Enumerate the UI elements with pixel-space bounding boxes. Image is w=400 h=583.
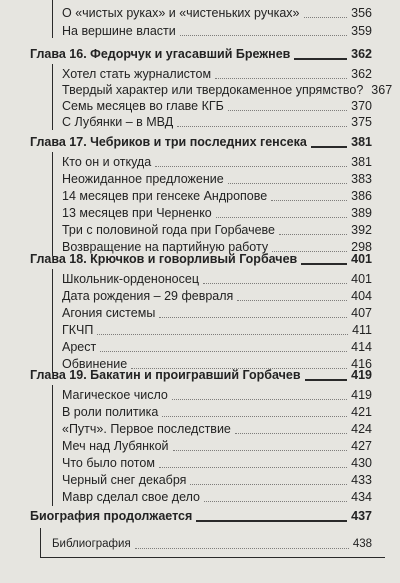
chapter-page: 401 (351, 252, 372, 266)
toc-entry-title: Дата рождения – 29 февраля (62, 289, 234, 303)
toc-entry (62, 67, 372, 82)
toc-entry-title: Черный снег декабря (62, 473, 187, 487)
chapter-page: 419 (351, 368, 372, 382)
toc-entry-title: Агония системы (62, 306, 156, 320)
toc-entry-page: 370 (351, 99, 372, 113)
section-rule (52, 385, 53, 506)
toc-entry (62, 306, 372, 321)
toc-entry (62, 456, 372, 471)
toc-entry (62, 155, 372, 170)
toc-entry-title: Арест (62, 340, 97, 354)
toc-leader (279, 234, 347, 235)
chapter-leader (301, 263, 347, 265)
toc-entry-page: 389 (351, 206, 372, 220)
toc-entry-page: 381 (351, 155, 372, 169)
bibliography-page: 438 (352, 538, 372, 550)
toc-entry-title: «Путч». Первое последствие (62, 422, 231, 436)
toc-entry (62, 172, 372, 187)
chapter-title: Глава 16. Федорчук и угасавший Брежнев (30, 47, 291, 61)
toc-entry-title: Семь месяцев во главе КГБ (62, 99, 224, 113)
bibliography-title: Библиография (52, 538, 131, 550)
toc-entry (62, 473, 372, 488)
toc-entry-title: О «чистых руках» и «чистеньких ручках» (62, 6, 300, 20)
chapter-leader (294, 58, 347, 60)
toc-leader (97, 334, 348, 335)
chapter-title: Глава 19. Бакатин и проигравший Горбачев (30, 368, 301, 382)
toc-entry-page: 430 (351, 456, 372, 470)
toc-entry-page: 414 (351, 340, 372, 354)
toc-leader (135, 548, 349, 549)
toc-entry (62, 323, 372, 338)
toc-entry-title: Меч над Лубянкой (62, 439, 169, 453)
toc-leader (228, 110, 347, 111)
toc-entry (62, 6, 372, 21)
toc-entry (62, 272, 372, 287)
toc-leader (228, 183, 347, 184)
toc-entry-page: 298 (351, 240, 372, 254)
toc-leader (159, 317, 347, 318)
toc-entry-page: 424 (351, 422, 372, 436)
toc-entry (62, 490, 372, 505)
toc-entry-title: Что было потом (62, 456, 155, 470)
toc-entry-title: Школьник-орденоносец (62, 272, 199, 286)
toc-entry-page: 356 (351, 6, 372, 20)
toc-entry-page: 407 (351, 306, 372, 320)
toc-entry-title: В роли политика (62, 405, 159, 419)
chapter-page: 362 (351, 47, 372, 61)
section-rule (52, 64, 53, 130)
toc-entry-page: 433 (351, 473, 372, 487)
toc-entry-title: Хотел стать журналистом (62, 67, 212, 81)
toc-entry (62, 83, 393, 98)
bio-title: Биография продолжается (30, 509, 193, 523)
toc-entry-page: 392 (351, 223, 372, 237)
toc-entry (62, 223, 372, 238)
toc-entry (62, 189, 372, 204)
toc-leader (180, 35, 347, 36)
toc-entry (62, 289, 372, 304)
chapter-heading (30, 367, 372, 383)
toc-entry-page: 375 (351, 115, 372, 129)
toc-entry (62, 99, 372, 114)
toc-leader (204, 501, 347, 502)
toc-entry-title: 14 месяцев при генсеке Андропове (62, 189, 268, 203)
toc-leader (203, 283, 347, 284)
toc-leader (162, 416, 347, 417)
toc-entry-page: 359 (351, 24, 372, 38)
toc-leader (100, 351, 347, 352)
toc-entry-page: 401 (351, 272, 372, 286)
chapter-leader (305, 379, 348, 381)
chapter-title: Глава 18. Крючков и говорливый Горбачев (30, 252, 298, 266)
toc-entry (62, 206, 372, 221)
toc-entry-page: 362 (351, 67, 372, 81)
toc-leader (177, 126, 347, 127)
toc-entry (62, 422, 372, 437)
toc-leader (237, 300, 347, 301)
toc-leader (159, 467, 347, 468)
bio-page: 437 (351, 509, 372, 523)
toc-entry-title: Три с половиной года при Горбачеве (62, 223, 275, 237)
section-rule (52, 152, 53, 256)
bio-leader (196, 520, 347, 522)
toc-entry-page: 411 (352, 323, 372, 337)
toc-entry-page: 427 (351, 439, 372, 453)
toc-entry-page: 367 (371, 83, 393, 97)
toc-leader (304, 17, 348, 18)
toc-leader (190, 484, 347, 485)
section-rule (40, 528, 41, 558)
section-rule (52, 0, 53, 38)
toc-entry-page: 434 (351, 490, 372, 504)
toc-entry-page: 404 (351, 289, 372, 303)
chapter-leader (311, 146, 347, 148)
toc-entry-title: Твердый характер или твердокаменное упрямство? (62, 83, 364, 97)
toc-leader (172, 399, 347, 400)
toc-entry-page: 386 (351, 189, 372, 203)
bibliography-entry (52, 537, 372, 552)
toc-entry (62, 115, 372, 130)
chapter-heading (30, 251, 372, 267)
section-rule (52, 269, 53, 373)
toc-leader (216, 217, 347, 218)
toc-leader (155, 166, 347, 167)
toc-entry-page: 419 (351, 388, 372, 402)
toc-entry (62, 405, 372, 420)
toc-entry-title: Неожиданное предложение (62, 172, 224, 186)
toc-entry (62, 24, 372, 39)
toc-entry-title: 13 месяцев при Черненко (62, 206, 212, 220)
toc-leader (173, 450, 348, 451)
chapter-title: Глава 17. Чебриков и три последних генсека (30, 135, 307, 149)
chapter-heading (30, 46, 372, 62)
toc-entry-title: Кто он и откуда (62, 155, 152, 169)
toc-entry-title: Мавр сделал свое дело (62, 490, 201, 504)
toc-entry-title: ГКЧП (62, 323, 94, 337)
toc-entry (62, 340, 372, 355)
toc-entry-page: 416 (351, 357, 372, 371)
toc-entry (62, 439, 372, 454)
toc-entry-title: На вершине власти (62, 24, 176, 38)
toc-entry-title: Обвинение (62, 357, 128, 371)
toc-entry (62, 388, 372, 403)
toc-entry-title: С Лубянки – в МВД (62, 115, 174, 129)
toc-entry-title: Возвращение на партийную работу (62, 240, 269, 254)
toc-leader (271, 200, 347, 201)
toc-entry-title: Магическое число (62, 388, 168, 402)
section-rule (40, 557, 385, 558)
chapter-heading (30, 134, 372, 150)
toc-leader (215, 78, 347, 79)
bio-heading (30, 508, 372, 524)
chapter-page: 381 (351, 135, 372, 149)
toc-entry-page: 421 (351, 405, 372, 419)
toc-entry-page: 383 (351, 172, 372, 186)
toc-leader (235, 433, 347, 434)
